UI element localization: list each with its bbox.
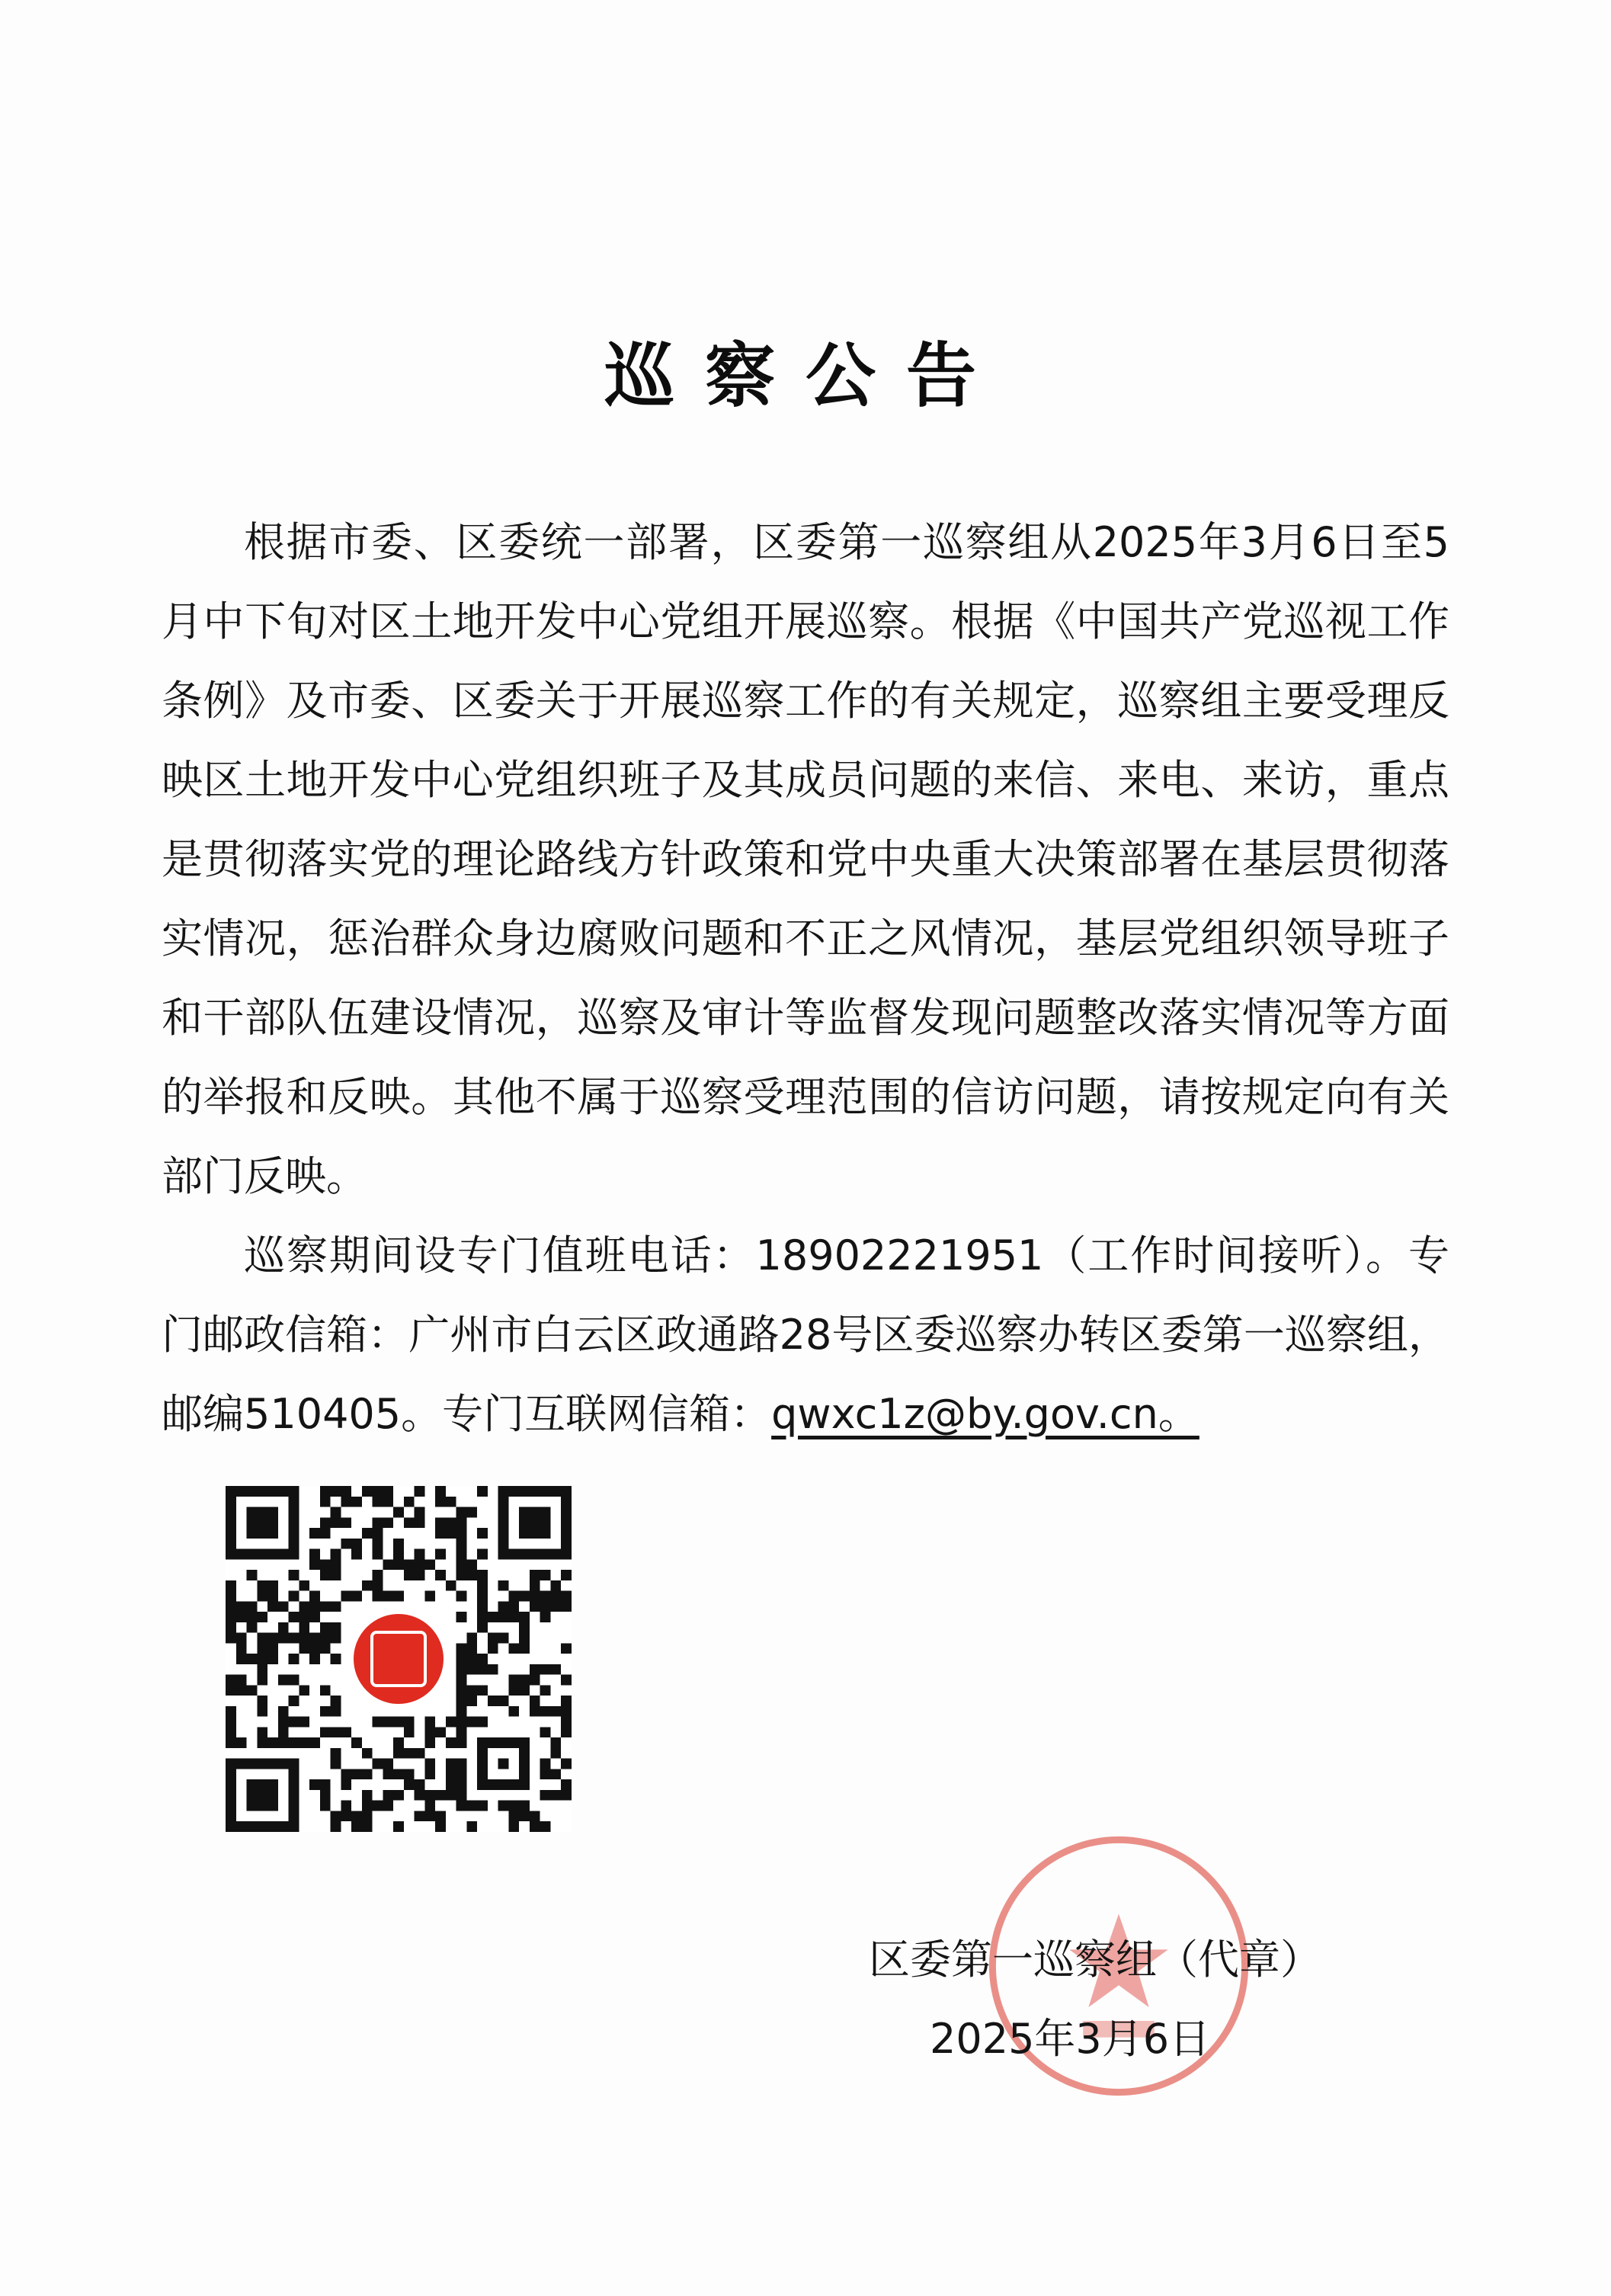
document-body: [162, 503, 1449, 1454]
contact-text: 巡察期间设专门值班电话：18902221951（工作时间接听）。专门邮政信箱：广州市白云区政通路28号区委巡察办转区委第一巡察组，邮编510405。专门互联网信箱：: [162, 1231, 1449, 1438]
qr-code: [226, 1486, 572, 1832]
page-title: 巡察公告: [604, 335, 1007, 417]
issue-date: 2025年3月6日: [930, 2015, 1211, 2063]
issuer-name: 区委第一巡察组（代章）: [869, 1936, 1321, 1984]
signature-block: [869, 1920, 1321, 2079]
qr-logo-icon: [370, 1631, 427, 1687]
qr-logo-badge: [349, 1609, 448, 1708]
email-link[interactable]: qwxc1z@by.gov.cn。: [771, 1390, 1199, 1438]
body-paragraph: 根据市委、区委统一部署，区委第一巡察组从2025年3月6日至5月中下旬对区土地开发中心党组开展巡察。根据《中国共产党巡视工作条例》及市委、区委关于开展巡察工作的有关规定，巡察组主要受理反映区土地开发中心党组织班子及其成员问题的来信、来电、来访，重点是贯彻落实党的理论路线方针政策和党中央重大决策部署在基层贯彻落实情况，惩治群众身边腐败问题和不正之风情况，基层党组织领导班子和干部队伍建设情况，巡察及审计等监督发现问题整改落实情况等方面的举报和反映。其他不属于巡察受理范围的信访问题，请按规定向有关部门反映。: [162, 518, 1449, 1200]
contact-paragraph: [162, 1216, 1449, 1454]
